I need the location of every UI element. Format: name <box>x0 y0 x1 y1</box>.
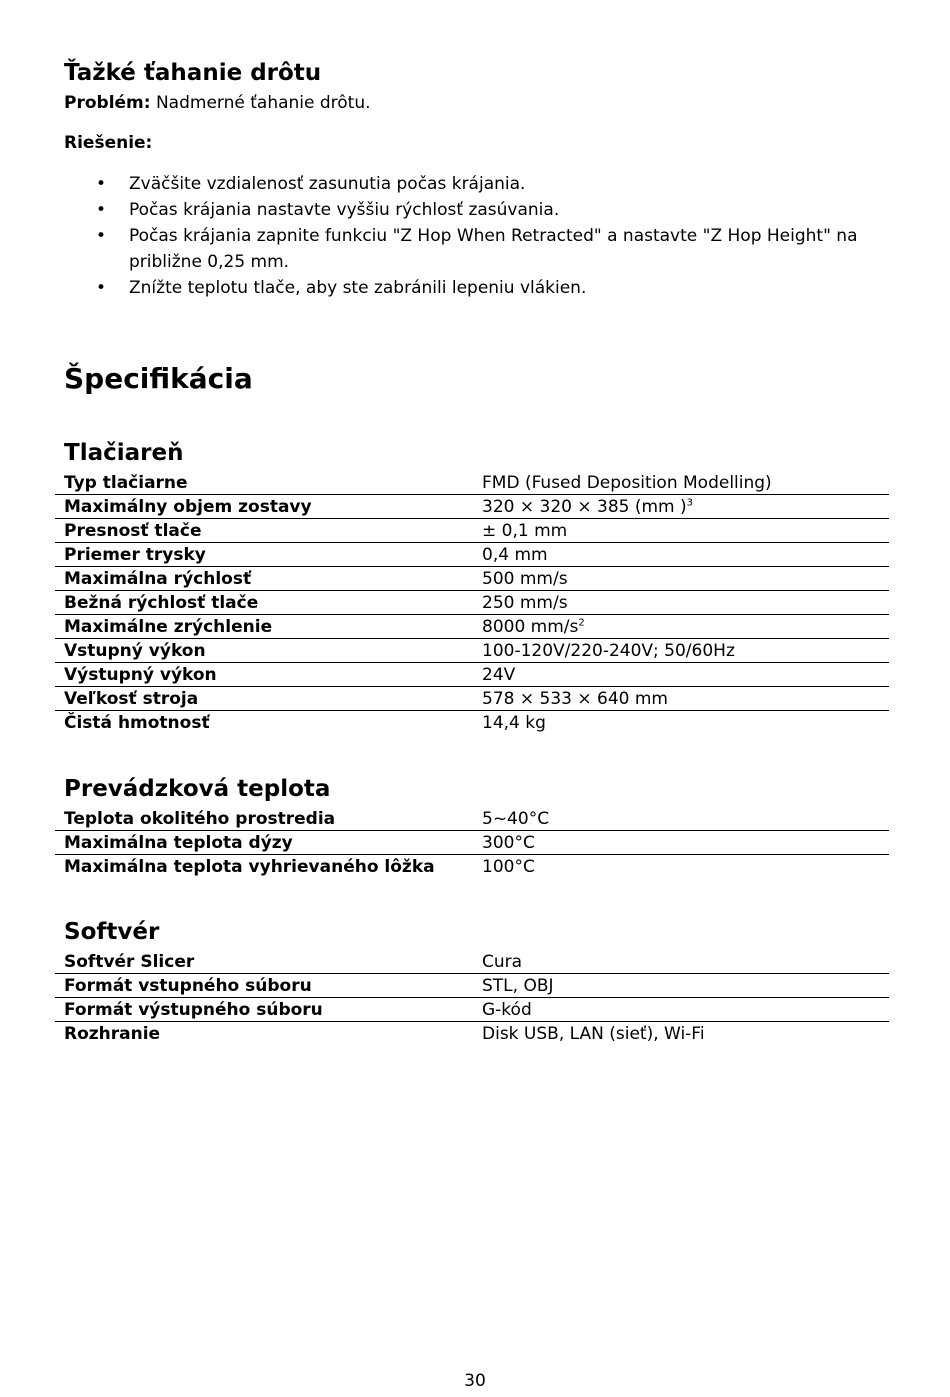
spec-key: Bežná rýchlosť tlače <box>55 591 482 615</box>
table-row <box>55 1022 889 1046</box>
table-row <box>55 567 889 591</box>
spec-value-text: 5~40°C <box>482 809 550 829</box>
spec-value <box>482 974 889 998</box>
spec-value-exponent: 2 <box>578 617 585 629</box>
spec-value-text: 8000 mm/s <box>482 617 579 637</box>
spec-value <box>482 591 889 615</box>
spec-key: Maximálna teplota vyhrievaného lôžka <box>55 855 482 879</box>
spec-key: Maximálny objem zostavy <box>55 495 482 519</box>
table-row <box>55 615 889 639</box>
spec-value <box>482 495 889 519</box>
spec-value-text: 100°C <box>482 857 535 877</box>
spec-value <box>482 567 889 591</box>
software-section-title: Softvér <box>64 919 160 945</box>
spec-value-text: 0,4 mm <box>482 545 548 565</box>
spec-value-exponent: 3 <box>686 497 694 509</box>
spec-value <box>482 831 889 855</box>
spec-value-text: 300°C <box>482 833 535 853</box>
spec-key: Veľkosť stroja <box>55 687 482 711</box>
spec-value-text: 14,4 kg <box>482 713 546 733</box>
spec-key: Čistá hmotnosť <box>55 711 482 735</box>
spec-value <box>482 1022 889 1046</box>
table-row <box>55 855 889 879</box>
list-item: • Zväčšite vzdialenosť zasunutia počas krájania. <box>0 171 900 197</box>
list-item: • Počas krájania zapnite funkciu "Z Hop When Retracted" a nastavte "Z Hop Height" na približne 0,25 mm. <box>0 223 900 275</box>
software-spec-table <box>55 950 889 1045</box>
spec-key: Formát výstupného súboru <box>55 998 482 1022</box>
table-row <box>55 591 889 615</box>
spec-value <box>482 807 889 831</box>
table-row <box>55 495 889 519</box>
spec-key: Priemer trysky <box>55 543 482 567</box>
spec-value-text: 24V <box>482 665 516 685</box>
spec-key: Maximálna rýchlosť <box>55 567 482 591</box>
spec-value-text: Cura <box>482 952 523 972</box>
table-row <box>55 974 889 998</box>
table-row <box>55 831 889 855</box>
troubleshoot-title: Ťažké ťahanie drôtu <box>64 60 322 86</box>
spec-key: Typ tlačiarne <box>64 473 188 493</box>
page-number: 30 <box>464 1371 486 1391</box>
spec-key: Softvér Slicer <box>64 952 195 972</box>
spec-value <box>482 543 889 567</box>
spec-value-text: 100-120V/220-240V; 50/60Hz <box>482 641 735 661</box>
spec-value-text: FMD (Fused Deposition Modelling) <box>482 473 772 493</box>
spec-key: Vstupný výkon <box>55 639 482 663</box>
table-row <box>55 471 889 495</box>
spec-title: Špecifikácia <box>64 362 253 395</box>
solution-list <box>0 171 900 301</box>
printer-spec-table <box>55 471 889 734</box>
solution-label: Riešenie: <box>64 133 153 153</box>
spec-value-text: ± 0,1 mm <box>482 521 568 541</box>
spec-value-text: 320 × 320 × 385 (mm ) <box>482 497 687 517</box>
table-row <box>55 519 889 543</box>
spec-key: Výstupný výkon <box>55 663 482 687</box>
spec-value <box>482 471 889 495</box>
table-row <box>55 663 889 687</box>
spec-value-text: G-kód <box>482 1000 532 1020</box>
printer-section-title: Tlačiareň <box>64 440 184 466</box>
table-row <box>55 807 889 831</box>
spec-value-text: Disk USB, LAN (sieť), Wi-Fi <box>482 1024 705 1044</box>
problem-text: Nadmerné ťahanie drôtu. <box>150 93 371 113</box>
temperature-section-title: Prevádzková teplota <box>64 776 331 802</box>
spec-value-text: 500 mm/s <box>482 569 568 589</box>
spec-key: Presnosť tlače <box>55 519 482 543</box>
spec-key: Formát vstupného súboru <box>55 974 482 998</box>
table-row <box>55 998 889 1022</box>
problem-line <box>64 92 371 114</box>
temperature-spec-table <box>55 807 889 878</box>
spec-key: Maximálne zrýchlenie <box>55 615 482 639</box>
spec-value-text: STL, OBJ <box>482 976 554 996</box>
spec-value <box>482 519 889 543</box>
table-row <box>55 950 889 974</box>
spec-value <box>482 687 889 711</box>
spec-value <box>482 950 889 974</box>
table-row <box>55 639 889 663</box>
spec-value <box>482 855 889 879</box>
spec-value <box>482 998 889 1022</box>
spec-key: Teplota okolitého prostredia <box>64 809 336 829</box>
table-row <box>55 711 889 735</box>
spec-value <box>482 663 889 687</box>
list-item: • Znížte teplotu tlače, aby ste zabránili lepeniu vlákien. <box>0 275 900 301</box>
problem-label: Problém: <box>64 93 151 113</box>
spec-value <box>482 615 889 639</box>
spec-key: Rozhranie <box>55 1022 482 1046</box>
spec-value-text: 578 × 533 × 640 mm <box>482 689 668 709</box>
table-row <box>55 687 889 711</box>
spec-key: Maximálna teplota dýzy <box>55 831 482 855</box>
spec-value-text: 250 mm/s <box>482 593 568 613</box>
spec-value <box>482 711 889 735</box>
spec-value <box>482 639 889 663</box>
table-row <box>55 543 889 567</box>
list-item: • Počas krájania nastavte vyššiu rýchlosť zasúvania. <box>0 197 900 223</box>
